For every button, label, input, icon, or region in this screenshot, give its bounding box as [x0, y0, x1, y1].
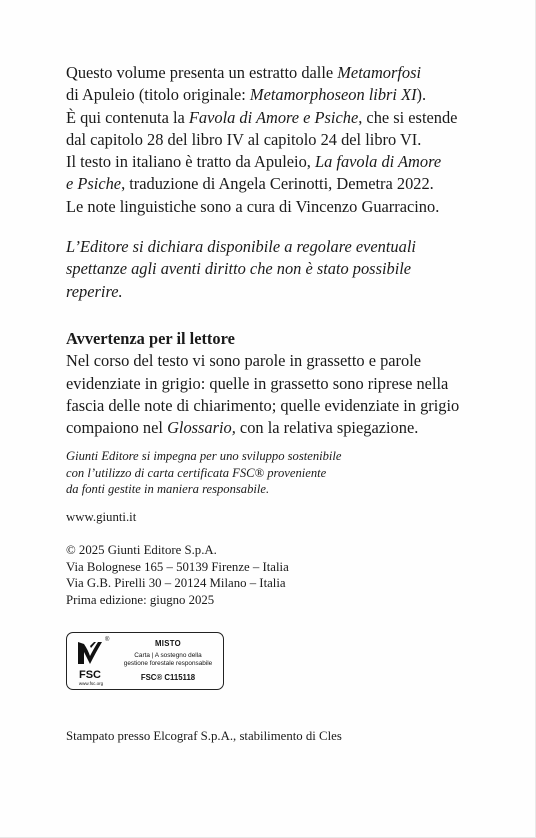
- intro-paragraph: [66, 62, 457, 218]
- intro-line-5: Il testo in italiano è tratto da Apuleio, La favola di Amore: [66, 152, 442, 172]
- address-florence: Via Bolognese 165 – 50139 Firenze – Italia: [66, 559, 289, 574]
- edition-line: Prima edizione: giugno 2025: [66, 592, 215, 607]
- intro-line-1: Questo volume presenta un estratto dalle Metamorfosi: [66, 63, 422, 82]
- intro-line-4: dal capitolo 28 del libro IV al capitolo 24 del libro VI.: [66, 129, 422, 149]
- printer-line: Stampato presso Elcograf S.p.A., stabilimento di Cles: [66, 729, 342, 743]
- reader-notice-body: Nel corso del testo vi sono parole in grassetto e parole evidenziate in grigio: quelle in grassetto sono riprese nella fascia delle note di chiarimento; quelle evidenziate in grigio compaiono nel Glossario, con la relativa spiegazione.: [66, 351, 460, 438]
- address-milan: Via G.B. Pirelli 30 – 20124 Milano – Italia: [66, 576, 286, 590]
- fsc-logo-text: FSC: [79, 669, 101, 681]
- sustainability-statement: Giunti Editore si impegna per uno sviluppo sostenibile con l’utilizzo di carta certificata FSC® proveniente da fonti gestite in maniera responsabile.: [66, 449, 342, 496]
- fsc-license-code: FSC® C115118: [140, 673, 196, 682]
- fsc-url: www.fsc.org: [78, 681, 104, 686]
- intro-line-2: di Apuleio (titolo originale: Metamorphoseon libri XI).: [66, 85, 427, 105]
- rights-disclaimer: L’Editore si dichiara disponibile a regolare eventuali spettanze agli aventi diritto che non è stato possibile reperire.: [66, 237, 416, 301]
- fsc-certification-label: [66, 632, 224, 690]
- reader-notice-heading: Avvertenza per il lettore: [66, 329, 235, 348]
- intro-line-6: e Psiche, traduzione di Angela Cerinotti, Demetra 2022.: [66, 174, 434, 194]
- intro-line-7: Le note linguistiche sono a cura di Vincenzo Guarracino.: [66, 196, 440, 216]
- publisher-website: www.giunti.it: [66, 510, 137, 524]
- imprint-block: [66, 542, 289, 608]
- fsc-label-title: MISTO: [154, 639, 182, 648]
- intro-line-3: È qui contenuta la Favola di Amore e Psiche, che si estende: [66, 107, 458, 127]
- title-original: Metamorphoseon libri XI: [249, 85, 417, 105]
- reader-notice: [66, 328, 459, 439]
- title-translation: La favola di Amore: [315, 152, 442, 172]
- title-metamorfosi: Metamorfosi: [337, 63, 422, 82]
- fsc-tree-logo-icon: [74, 638, 106, 685]
- glossary-term: Glossario,: [167, 418, 236, 438]
- title-favola: Favola di Amore e Psiche: [188, 107, 359, 127]
- copyright-line: © 2025 Giunti Editore S.p.A.: [66, 543, 217, 557]
- fsc-registered-mark: ®: [105, 637, 110, 643]
- fsc-label-description: Carta | A sostegno della gestione forestale responsabile: [123, 652, 213, 667]
